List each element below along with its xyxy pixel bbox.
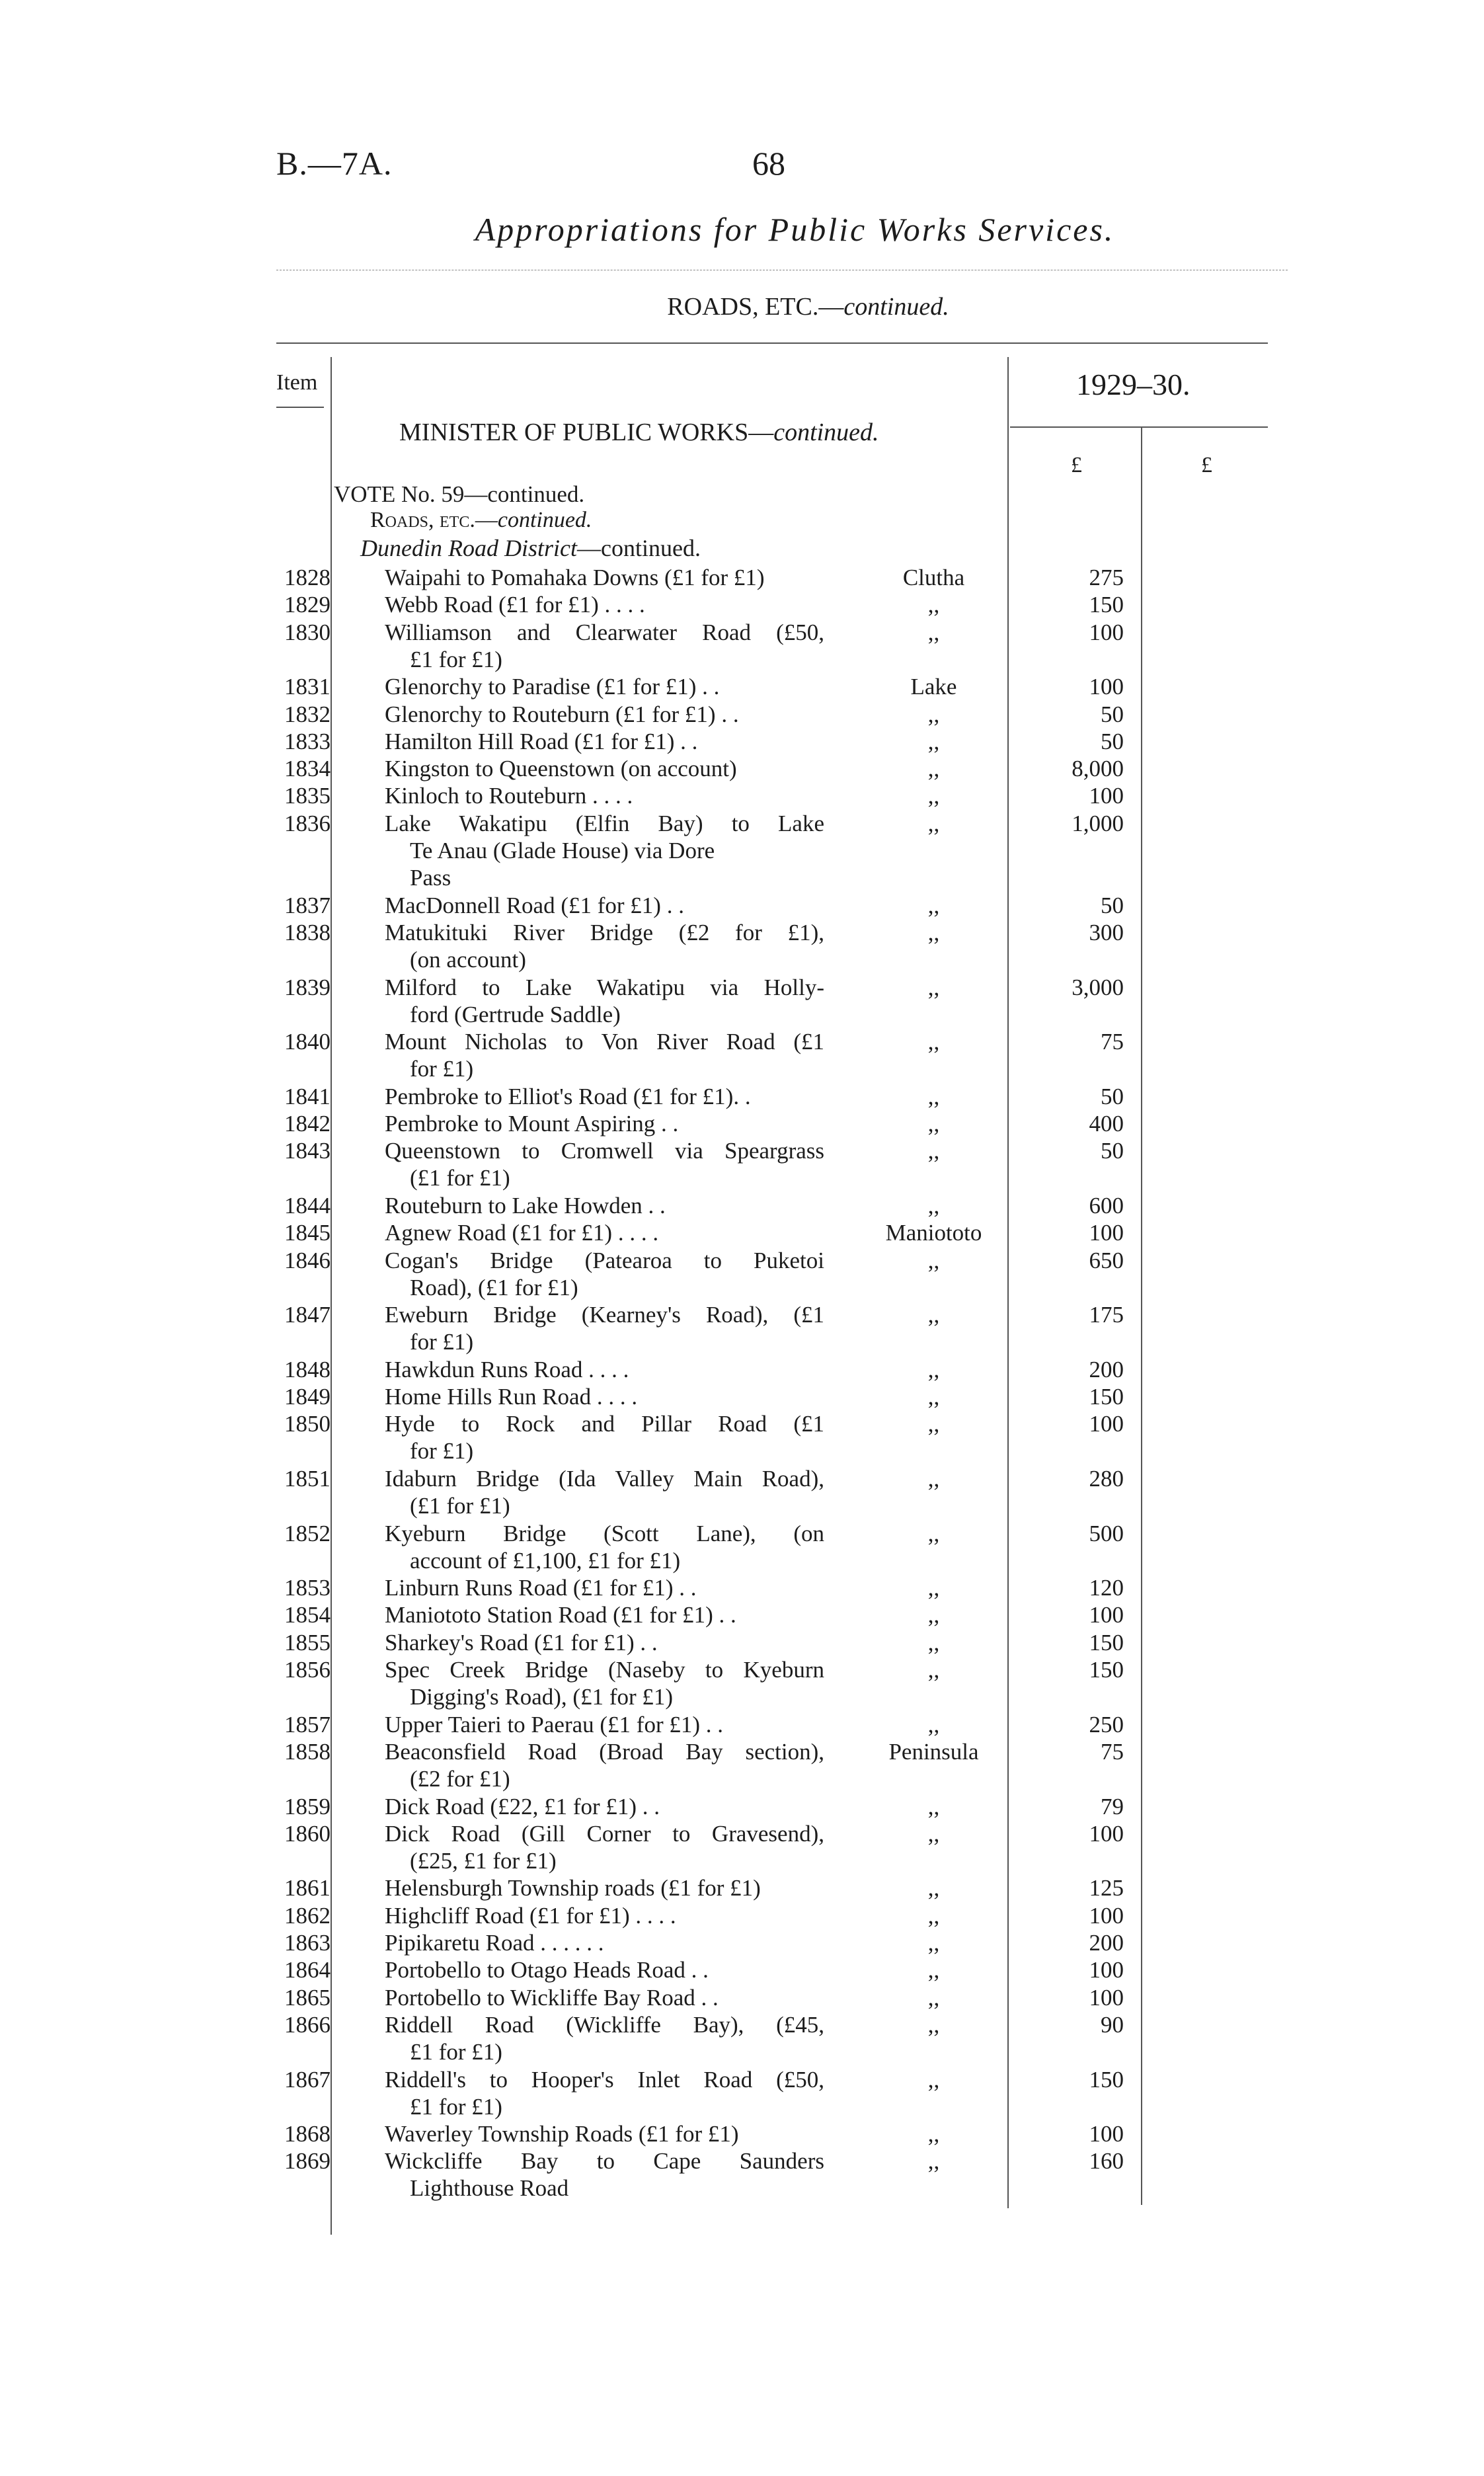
amount-value: 100 [1089, 1602, 1124, 1628]
county-name: ,, [927, 1875, 940, 1901]
county-name: ,, [927, 2121, 940, 2147]
amount-value: 125 [1089, 1875, 1124, 1901]
item-description [385, 673, 824, 700]
item-number: 1852 [284, 1520, 331, 1546]
item-number: 1849 [284, 1384, 331, 1410]
item-number: 1868 [284, 2121, 331, 2147]
amount-value: 300 [1089, 919, 1124, 945]
amount-value: 50 [1101, 1083, 1124, 1109]
description-line: Riddell's to Hooper's Inlet Road (£50, [385, 2066, 824, 2093]
vote-heading: VOTE No. 59—continued. [334, 481, 585, 507]
county-name: ,, [927, 619, 940, 645]
county-name: ,, [927, 919, 940, 945]
amount-value: 160 [1089, 2148, 1124, 2175]
amount-value: 100 [1089, 2121, 1124, 2147]
district-heading: Dunedin Road District—continued. [360, 535, 701, 561]
county-name: ,, [927, 1902, 940, 1929]
amount-value: 1,000 [1072, 810, 1124, 836]
description-line: Sharkey's Road (£1 for £1) . . [385, 1629, 658, 1656]
item-number: 1860 [284, 1820, 331, 1847]
amount-value: 500 [1089, 1520, 1124, 1546]
item-description [385, 1874, 824, 1901]
item-description [385, 1356, 824, 1383]
description-continuation: for £1) [410, 1438, 474, 1464]
county-name: ,, [927, 1711, 940, 1737]
amount-value: 50 [1101, 892, 1124, 918]
description-line: Riddell Road (Wickliffe Bay), (£45, [385, 2011, 824, 2038]
description-line: Kingston to Queenstown (on account) [385, 756, 737, 782]
county-name: ,, [927, 701, 940, 727]
item-number: 1834 [284, 756, 331, 782]
item-number: 1869 [284, 2148, 331, 2175]
county-name: ,, [927, 1629, 940, 1656]
item-description [385, 619, 824, 673]
county-name: Lake [910, 674, 957, 700]
description-line: Waverley Township Roads (£1 for £1) [385, 2121, 739, 2147]
description-line: Eweburn Bridge (Kearney's Road), (£1 [385, 1302, 824, 1328]
item-description [385, 2120, 824, 2147]
description-line: Linburn Runs Road (£1 for £1) . . [385, 1575, 697, 1601]
amount-value: 100 [1089, 1220, 1124, 1246]
county-name: ,, [927, 592, 940, 618]
item-description [385, 1601, 824, 1628]
item-description [385, 701, 824, 728]
item-number: 1845 [284, 1220, 331, 1246]
description-continuation: (£25, £1 for £1) [410, 1847, 557, 1874]
item-number: 1844 [284, 1192, 331, 1218]
item-description [385, 755, 824, 782]
item-description [385, 1520, 824, 1574]
item-number: 1833 [284, 728, 331, 754]
item-number: 1856 [284, 1657, 331, 1683]
county-name: ,, [927, 756, 940, 782]
description-continuation: £1 for £1) [410, 2038, 502, 2065]
minister-heading: MINISTER OF PUBLIC WORKS—continued. [399, 419, 879, 446]
item-number: 1843 [284, 1138, 331, 1164]
item-description [385, 1410, 824, 1464]
item-description [385, 1028, 824, 1082]
item-description [385, 2147, 824, 2202]
description-continuation: (£2 for £1) [410, 1765, 510, 1792]
description-line: Dick Road (Gill Corner to Gravesend), [385, 1820, 824, 1847]
description-continuation: (£1 for £1) [410, 1165, 510, 1191]
county-name: ,, [927, 1356, 940, 1382]
item-description [385, 1711, 824, 1738]
item-number: 1865 [284, 1984, 331, 2011]
description-line: Portobello to Otago Heads Road . . [385, 1957, 709, 1983]
item-description [385, 1083, 824, 1110]
item-description [385, 1301, 824, 1355]
item-number: 1829 [284, 592, 331, 618]
description-line: Hyde to Rock and Pillar Road (£1 [385, 1411, 824, 1437]
item-description [385, 591, 824, 618]
item-number: 1831 [284, 674, 331, 700]
year-underline [1010, 426, 1268, 428]
item-description [385, 1793, 824, 1820]
description-line: Webb Road (£1 for £1) . . . . [385, 592, 645, 618]
item-description [385, 1738, 824, 1792]
description-line: MacDonnell Road (£1 for £1) . . [385, 892, 684, 918]
amount-value: 90 [1101, 2011, 1124, 2038]
item-description [385, 1929, 824, 1956]
description-line: Milford to Lake Wakatipu via Holly- [385, 974, 824, 1000]
amount-value: 100 [1089, 783, 1124, 809]
description-continuation: account of £1,100, £1 for £1) [410, 1547, 681, 1574]
description-continuation: (on account) [410, 946, 526, 973]
description-line: Glenorchy to Paradise (£1 for £1) . . [385, 674, 720, 700]
item-description [385, 2066, 824, 2120]
county-name: ,, [927, 1247, 940, 1273]
county-name: ,, [927, 1575, 940, 1601]
item-description [385, 782, 824, 809]
item-number: 1838 [284, 919, 331, 945]
item-description [385, 1383, 824, 1410]
item-description [385, 1247, 824, 1301]
item-number: 1858 [284, 1738, 331, 1765]
county-name: ,, [927, 1793, 940, 1819]
county-name: ,, [927, 1984, 940, 2011]
amount-value: 79 [1101, 1793, 1124, 1819]
county-name: ,, [927, 2066, 940, 2093]
item-description [385, 1574, 824, 1601]
item-column-header: Item [276, 370, 318, 395]
amount-value: 100 [1089, 619, 1124, 645]
description-continuation: Digging's Road), (£1 for £1) [410, 1684, 674, 1710]
amount-value: 150 [1089, 1384, 1124, 1410]
amount-value: 150 [1089, 1629, 1124, 1656]
county-name: ,, [927, 1384, 940, 1410]
amount-value: 100 [1089, 1411, 1124, 1437]
description-line: Maniototo Station Road (£1 for £1) . . [385, 1602, 736, 1628]
amount-value: 100 [1089, 674, 1124, 700]
item-number: 1841 [284, 1083, 331, 1109]
county-name: ,, [927, 1820, 940, 1847]
amount-value: 150 [1089, 2066, 1124, 2093]
county-name: ,, [927, 1411, 940, 1437]
amount-value: 50 [1101, 701, 1124, 727]
item-header-underline [276, 407, 324, 408]
description-line: Agnew Road (£1 for £1) . . . . [385, 1220, 659, 1246]
amount-value: 400 [1089, 1111, 1124, 1137]
county-name: ,, [927, 1138, 940, 1164]
amount-value: 650 [1089, 1247, 1124, 1273]
item-number: 1857 [284, 1711, 331, 1737]
item-description [385, 974, 824, 1028]
item-description [385, 2011, 824, 2065]
item-number: 1862 [284, 1902, 331, 1929]
table-top-rule [276, 342, 1268, 344]
pound-sign-column-1: £ [1071, 453, 1082, 477]
county-name: ,, [927, 1083, 940, 1109]
county-name: ,, [927, 1957, 940, 1983]
description-line: Helensburgh Township roads (£1 for £1) [385, 1875, 761, 1901]
amount-value: 275 [1089, 565, 1124, 590]
description-line: Wickcliffe Bay to Cape Saunders [385, 2148, 824, 2175]
item-description [385, 1465, 824, 1519]
item-column-divider [331, 357, 332, 2235]
item-number: 1840 [284, 1029, 331, 1055]
item-number: 1855 [284, 1629, 331, 1656]
item-number: 1835 [284, 783, 331, 809]
amount-value: 8,000 [1072, 756, 1124, 782]
amount-value: 50 [1101, 728, 1124, 754]
item-number: 1866 [284, 2011, 331, 2038]
county-name: ,, [927, 1192, 940, 1218]
county-name: ,, [927, 2148, 940, 2175]
item-number: 1846 [284, 1247, 331, 1273]
item-number: 1832 [284, 701, 331, 727]
amount-value: 3,000 [1072, 974, 1124, 1000]
item-number: 1851 [284, 1465, 331, 1492]
description-line: Lake Wakatipu (Elfin Bay) to Lake [385, 810, 824, 836]
description-line: Glenorchy to Routeburn (£1 for £1) . . [385, 701, 739, 727]
description-line: Hamilton Hill Road (£1 for £1) . . [385, 728, 698, 754]
county-name: ,, [927, 1657, 940, 1683]
description-continuation: £1 for £1) [410, 646, 502, 672]
amount-value: 100 [1089, 1984, 1124, 2011]
county-name: ,, [927, 1930, 940, 1956]
description-line: Mount Nicholas to Von River Road (£1 [385, 1029, 824, 1055]
item-number: 1842 [284, 1111, 331, 1137]
description-line: Cogan's Bridge (Patearoa to Puketoi [385, 1247, 824, 1273]
amount-value: 150 [1089, 592, 1124, 618]
item-description [385, 1820, 824, 1874]
description-line: Waipahi to Pomahaka Downs (£1 for £1) [385, 565, 765, 590]
item-description [385, 728, 824, 755]
description-line: Home Hills Run Road . . . . [385, 1384, 638, 1410]
county-name: ,, [927, 1302, 940, 1328]
section-subtitle: ROADS, ETC.—continued. [667, 293, 949, 321]
item-description [385, 1219, 824, 1246]
county-name: ,, [927, 2011, 940, 2038]
page-number: 68 [752, 145, 785, 182]
item-number: 1864 [284, 1957, 331, 1983]
county-name: ,, [927, 1111, 940, 1137]
description-line: Matukituki River Bridge (£2 for £1), [385, 919, 824, 945]
item-description [385, 1629, 824, 1656]
description-line: Kyeburn Bridge (Scott Lane), (on [385, 1520, 824, 1546]
county-name: ,, [927, 810, 940, 836]
description-line: Beaconsfield Road (Broad Bay section), [385, 1738, 824, 1765]
county-name: ,, [927, 783, 940, 809]
amount-value: 280 [1089, 1465, 1124, 1492]
item-number: 1848 [284, 1356, 331, 1382]
year-column-header: 1929–30. [1076, 368, 1191, 401]
amount-value: 100 [1089, 1957, 1124, 1983]
county-name: Maniototo [885, 1220, 982, 1246]
roads-subheading: Roads, etc.—continued. [370, 508, 592, 532]
item-number: 1830 [284, 619, 331, 645]
description-continuation: (£1 for £1) [410, 1492, 510, 1519]
item-number: 1836 [284, 810, 331, 836]
amount-value: 175 [1089, 1302, 1124, 1328]
amount-value: 100 [1089, 1820, 1124, 1847]
item-description [385, 1137, 824, 1191]
county-name: ,, [927, 1029, 940, 1055]
description-line: Highcliff Road (£1 for £1) . . . . [385, 1902, 676, 1929]
item-number: 1837 [284, 892, 331, 918]
county-name: ,, [927, 974, 940, 1000]
item-description [385, 1902, 824, 1929]
amount-value: 200 [1089, 1356, 1124, 1382]
item-description [385, 919, 824, 973]
description-line: Pembroke to Mount Aspiring . . [385, 1111, 679, 1137]
description-line: Routeburn to Lake Howden . . [385, 1192, 666, 1218]
item-description [385, 1956, 824, 1983]
amount-value: 150 [1089, 1657, 1124, 1683]
pound-sign-column-2: £ [1201, 453, 1212, 477]
county-name: Clutha [902, 565, 965, 590]
description-continuation: for £1) [410, 1056, 474, 1082]
county-name: Peninsula [888, 1738, 979, 1765]
description-continuation: Te Anau (Glade House) via Dore [410, 837, 715, 863]
document-reference: B.—7A. [276, 145, 393, 182]
description-line: Queenstown to Cromwell via Speargrass [385, 1138, 824, 1164]
description-line: Pipikaretu Road . . . . . . [385, 1930, 604, 1956]
item-description [385, 892, 824, 919]
item-number: 1853 [284, 1575, 331, 1601]
description-continuation: Pass [410, 864, 451, 891]
item-number: 1839 [284, 974, 331, 1000]
item-number: 1847 [284, 1302, 331, 1328]
description-line: Hawkdun Runs Road . . . . [385, 1356, 629, 1382]
description-line: Williamson and Clearwater Road (£50, [385, 619, 824, 645]
amount-value: 75 [1101, 1738, 1124, 1765]
description-line: Kinloch to Routeburn . . . . [385, 783, 633, 809]
county-name: ,, [927, 728, 940, 754]
item-number: 1850 [284, 1411, 331, 1437]
description-line: Spec Creek Bridge (Naseby to Kyeburn [385, 1657, 824, 1683]
item-number: 1861 [284, 1875, 331, 1901]
county-name: ,, [927, 1465, 940, 1492]
description-continuation: Road), (£1 for £1) [410, 1274, 578, 1300]
item-description [385, 1192, 824, 1219]
item-description [385, 564, 824, 591]
description-line: Idaburn Bridge (Ida Valley Main Road), [385, 1465, 824, 1492]
item-number: 1854 [284, 1602, 331, 1628]
description-line: Pembroke to Elliot's Road (£1 for £1). . [385, 1083, 751, 1109]
county-name: ,, [927, 1602, 940, 1628]
amount-column-divider [1141, 426, 1142, 2205]
item-number: 1828 [284, 565, 331, 590]
item-number: 1867 [284, 2066, 331, 2093]
amount-value: 100 [1089, 1902, 1124, 1929]
item-description [385, 1656, 824, 1710]
description-continuation: ford (Gertrude Saddle) [410, 1001, 621, 1027]
county-name: ,, [927, 1520, 940, 1546]
item-description [385, 1110, 824, 1137]
amount-value: 250 [1089, 1711, 1124, 1737]
amount-value: 120 [1089, 1575, 1124, 1601]
description-continuation: for £1) [410, 1329, 474, 1355]
amount-value: 50 [1101, 1138, 1124, 1164]
description-line: Portobello to Wickliffe Bay Road . . [385, 1984, 719, 2011]
amount-value: 200 [1089, 1930, 1124, 1956]
county-name: ,, [927, 892, 940, 918]
description-continuation: Lighthouse Road [410, 2175, 569, 2202]
item-description [385, 810, 824, 891]
description-line: Dick Road (£22, £1 for £1) . . [385, 1793, 660, 1819]
description-line: Upper Taieri to Paerau (£1 for £1) . . [385, 1711, 724, 1737]
item-number: 1859 [284, 1793, 331, 1819]
amount-value: 600 [1089, 1192, 1124, 1218]
item-description [385, 1984, 824, 2011]
amount-value: 75 [1101, 1029, 1124, 1055]
description-continuation: £1 for £1) [410, 2093, 502, 2120]
item-number: 1863 [284, 1930, 331, 1956]
page-title: Appropriations for Public Works Services. [475, 211, 1115, 248]
